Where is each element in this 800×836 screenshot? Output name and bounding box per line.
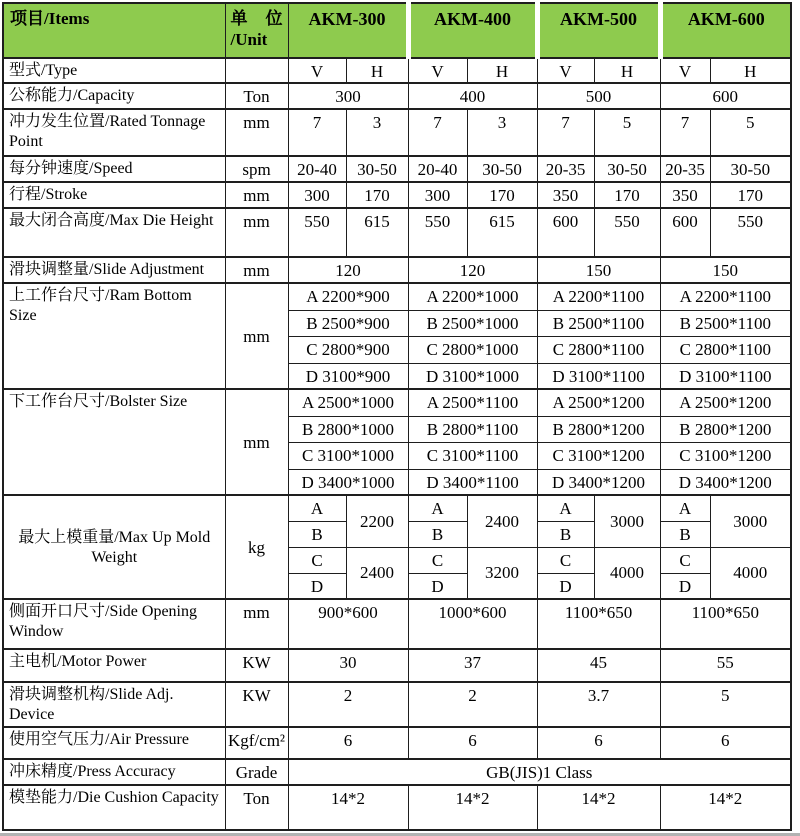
ram-d-600: D 3100*1100 — [660, 363, 791, 389]
row-speed — [3, 156, 791, 182]
bolster-b-400: B 2800*1100 — [408, 416, 537, 442]
unit-ram-bottom: mm — [225, 283, 288, 389]
unit-bolster: mm — [225, 389, 288, 495]
label-press-accuracy: 冲床精度/Press Accuracy — [3, 759, 225, 784]
mold-letter-a-500: A — [537, 495, 594, 521]
motor-500: 45 — [537, 649, 660, 682]
slidedev-300: 2 — [288, 682, 408, 727]
header-model-akm400: AKM-400 — [408, 3, 537, 58]
label-ram-bottom: 上工作台尺寸/Ram Bottom Size — [3, 283, 225, 389]
tonnage-600v: 7 — [660, 109, 710, 156]
row-tonnage-point — [3, 109, 791, 156]
cushion-400: 14*2 — [408, 785, 537, 830]
bolster-a-400: A 2500*1100 — [408, 389, 537, 416]
header-unit — [225, 3, 288, 58]
sideopen-600: 1100*650 — [660, 599, 791, 649]
capacity-600: 600 — [660, 83, 791, 109]
label-side-opening: 侧面开口尺寸/Side Opening Window — [3, 599, 225, 649]
slidedev-500: 3.7 — [537, 682, 660, 727]
dieheight-600h: 550 — [710, 208, 791, 257]
sideopen-400: 1000*600 — [408, 599, 537, 649]
mold-letter-c-600: C — [660, 547, 710, 573]
label-capacity: 公称能力/Capacity — [3, 83, 225, 109]
cushion-500: 14*2 — [537, 785, 660, 830]
label-speed: 每分钟速度/Speed — [3, 156, 225, 182]
dieheight-600v: 600 — [660, 208, 710, 257]
stroke-400h: 170 — [467, 182, 537, 208]
cushion-600: 14*2 — [660, 785, 791, 830]
tonnage-500h: 5 — [594, 109, 660, 156]
tonnage-300v: 7 — [288, 109, 346, 156]
ram-b-600: B 2500*1100 — [660, 310, 791, 336]
type-600v: V — [660, 58, 710, 83]
unit-speed: spm — [225, 156, 288, 182]
ram-a-400: A 2200*1000 — [408, 283, 537, 310]
mold-letter-d-300: D — [288, 573, 346, 599]
ram-a-300: A 2200*900 — [288, 283, 408, 310]
speed-500v: 20-35 — [537, 156, 594, 182]
slidedev-400: 2 — [408, 682, 537, 727]
type-500h: H — [594, 58, 660, 83]
row-stroke — [3, 182, 791, 208]
slidedev-600: 5 — [660, 682, 791, 727]
motor-400: 37 — [408, 649, 537, 682]
label-die-cushion: 模垫能力/Die Cushion Capacity — [3, 785, 225, 830]
tonnage-400v: 7 — [408, 109, 467, 156]
row-air-pressure — [3, 727, 791, 759]
type-400v: V — [408, 58, 467, 83]
unit-side-opening: mm — [225, 599, 288, 649]
row-die-cushion — [3, 785, 791, 830]
ram-d-400: D 3100*1000 — [408, 363, 537, 389]
stroke-500h: 170 — [594, 182, 660, 208]
header-unit-cn: 单 位 — [230, 9, 283, 28]
bolster-d-300: D 3400*1000 — [288, 469, 408, 495]
stroke-600v: 350 — [660, 182, 710, 208]
air-500: 6 — [537, 727, 660, 759]
slideadj-300: 120 — [288, 257, 408, 283]
ram-c-600: C 2800*1100 — [660, 336, 791, 363]
mold-ab-600: 3000 — [710, 495, 791, 547]
bolster-b-500: B 2800*1200 — [537, 416, 660, 442]
capacity-400: 400 — [408, 83, 537, 109]
bolster-c-500: C 3100*1200 — [537, 442, 660, 469]
ram-d-500: D 3100*1100 — [537, 363, 660, 389]
mold-ab-400: 2400 — [467, 495, 537, 547]
mold-letter-c-300: C — [288, 547, 346, 573]
slideadj-400: 120 — [408, 257, 537, 283]
bolster-b-300: B 2800*1000 — [288, 416, 408, 442]
air-400: 6 — [408, 727, 537, 759]
dieheight-500v: 600 — [537, 208, 594, 257]
bolster-b-600: B 2800*1200 — [660, 416, 791, 442]
unit-motor-power: KW — [225, 649, 288, 682]
capacity-300: 300 — [288, 83, 408, 109]
mold-letter-a-600: A — [660, 495, 710, 521]
header-unit-en: /Unit — [230, 30, 268, 50]
row-mold-weight — [3, 495, 791, 521]
speed-400h: 30-50 — [467, 156, 537, 182]
slideadj-600: 150 — [660, 257, 791, 283]
row-max-die-height — [3, 208, 791, 257]
stroke-300h: 170 — [346, 182, 408, 208]
speed-600h: 30-50 — [710, 156, 791, 182]
bolster-a-600: A 2500*1200 — [660, 389, 791, 416]
tonnage-600h: 5 — [710, 109, 791, 156]
type-300h: H — [346, 58, 408, 83]
stroke-300v: 300 — [288, 182, 346, 208]
header-row — [3, 3, 791, 58]
mold-letter-a-300: A — [288, 495, 346, 521]
unit-press-accuracy: Grade — [225, 759, 288, 784]
type-400h: H — [467, 58, 537, 83]
label-slide-adjustment: 滑块调整量/Slide Adjustment — [3, 257, 225, 283]
row-capacity — [3, 83, 791, 109]
ram-b-400: B 2500*1000 — [408, 310, 537, 336]
bolster-a-300: A 2500*1000 — [288, 389, 408, 416]
unit-stroke: mm — [225, 182, 288, 208]
type-600h: H — [710, 58, 791, 83]
row-bolster — [3, 389, 791, 416]
type-300v: V — [288, 58, 346, 83]
mold-letter-c-500: C — [537, 547, 594, 573]
bolster-c-300: C 3100*1000 — [288, 442, 408, 469]
tonnage-300h: 3 — [346, 109, 408, 156]
label-motor-power: 主电机/Motor Power — [3, 649, 225, 682]
bottom-divider — [0, 833, 800, 836]
air-300: 6 — [288, 727, 408, 759]
bolster-c-600: C 3100*1200 — [660, 442, 791, 469]
unit-air-pressure: Kgf/cm² — [225, 727, 288, 759]
stroke-600h: 170 — [710, 182, 791, 208]
label-air-pressure: 使用空气压力/Air Pressure — [3, 727, 225, 759]
mold-ab-500: 3000 — [594, 495, 660, 547]
sideopen-500: 1100*650 — [537, 599, 660, 649]
unit-mold-weight: kg — [225, 495, 288, 599]
air-600: 6 — [660, 727, 791, 759]
sideopen-300: 900*600 — [288, 599, 408, 649]
bolster-d-600: D 3400*1200 — [660, 469, 791, 495]
ram-d-300: D 3100*900 — [288, 363, 408, 389]
dieheight-400v: 550 — [408, 208, 467, 257]
tonnage-400h: 3 — [467, 109, 537, 156]
dieheight-500h: 550 — [594, 208, 660, 257]
speed-300v: 20-40 — [288, 156, 346, 182]
mold-letter-d-400: D — [408, 573, 467, 599]
label-stroke: 行程/Stroke — [3, 182, 225, 208]
slideadj-500: 150 — [537, 257, 660, 283]
speed-600v: 20-35 — [660, 156, 710, 182]
cushion-300: 14*2 — [288, 785, 408, 830]
tonnage-500v: 7 — [537, 109, 594, 156]
bolster-d-500: D 3400*1200 — [537, 469, 660, 495]
speed-400v: 20-40 — [408, 156, 467, 182]
unit-tonnage-point: mm — [225, 109, 288, 156]
row-motor-power — [3, 649, 791, 682]
stroke-500v: 350 — [537, 182, 594, 208]
row-press-accuracy — [3, 759, 791, 784]
stroke-400v: 300 — [408, 182, 467, 208]
label-mold-weight: 最大上模重量/Max Up Mold Weight — [3, 495, 225, 599]
bolster-c-400: C 3100*1100 — [408, 442, 537, 469]
mold-letter-b-300: B — [288, 521, 346, 547]
press-spec-table — [2, 2, 792, 831]
header-model-akm600: AKM-600 — [660, 3, 791, 58]
label-tonnage-point: 冲力发生位置/Rated Tonnage Point — [3, 109, 225, 156]
unit-capacity: Ton — [225, 83, 288, 109]
mold-cd-400: 3200 — [467, 547, 537, 599]
label-type: 型式/Type — [3, 58, 225, 83]
dieheight-300v: 550 — [288, 208, 346, 257]
mold-cd-300: 2400 — [346, 547, 408, 599]
dieheight-300h: 615 — [346, 208, 408, 257]
unit-die-cushion: Ton — [225, 785, 288, 830]
type-500v: V — [537, 58, 594, 83]
row-type — [3, 58, 791, 83]
bolster-a-500: A 2500*1200 — [537, 389, 660, 416]
ram-b-500: B 2500*1100 — [537, 310, 660, 336]
row-slide-adjustment — [3, 257, 791, 283]
mold-letter-b-400: B — [408, 521, 467, 547]
ram-c-500: C 2800*1100 — [537, 336, 660, 363]
speed-500h: 30-50 — [594, 156, 660, 182]
label-max-die-height: 最大闭合高度/Max Die Height — [3, 208, 225, 257]
motor-600: 55 — [660, 649, 791, 682]
mold-ab-300: 2200 — [346, 495, 408, 547]
row-side-opening — [3, 599, 791, 649]
unit-max-die-height: mm — [225, 208, 288, 257]
speed-300h: 30-50 — [346, 156, 408, 182]
unit-slide-adj-device: KW — [225, 682, 288, 727]
ram-c-300: C 2800*900 — [288, 336, 408, 363]
ram-c-400: C 2800*1000 — [408, 336, 537, 363]
mold-cd-600: 4000 — [710, 547, 791, 599]
unit-type — [225, 58, 288, 83]
mold-letter-d-500: D — [537, 573, 594, 599]
bolster-d-400: D 3400*1100 — [408, 469, 537, 495]
ram-a-500: A 2200*1100 — [537, 283, 660, 310]
mold-letter-b-600: B — [660, 521, 710, 547]
header-model-akm300: AKM-300 — [288, 3, 408, 58]
mold-letter-b-500: B — [537, 521, 594, 547]
mold-letter-a-400: A — [408, 495, 467, 521]
row-ram-bottom — [3, 283, 791, 310]
header-items: 项目/Items — [3, 3, 225, 58]
accuracy-value: GB(JIS)1 Class — [288, 759, 791, 784]
capacity-500: 500 — [537, 83, 660, 109]
header-model-akm500: AKM-500 — [537, 3, 660, 58]
mold-cd-500: 4000 — [594, 547, 660, 599]
ram-a-600: A 2200*1100 — [660, 283, 791, 310]
label-slide-adj-device: 滑块调整机构/Slide Adj. Device — [3, 682, 225, 727]
row-slide-adj-device — [3, 682, 791, 727]
mold-letter-d-600: D — [660, 573, 710, 599]
dieheight-400h: 615 — [467, 208, 537, 257]
label-bolster: 下工作台尺寸/Bolster Size — [3, 389, 225, 495]
mold-letter-c-400: C — [408, 547, 467, 573]
unit-slide-adjustment: mm — [225, 257, 288, 283]
ram-b-300: B 2500*900 — [288, 310, 408, 336]
motor-300: 30 — [288, 649, 408, 682]
